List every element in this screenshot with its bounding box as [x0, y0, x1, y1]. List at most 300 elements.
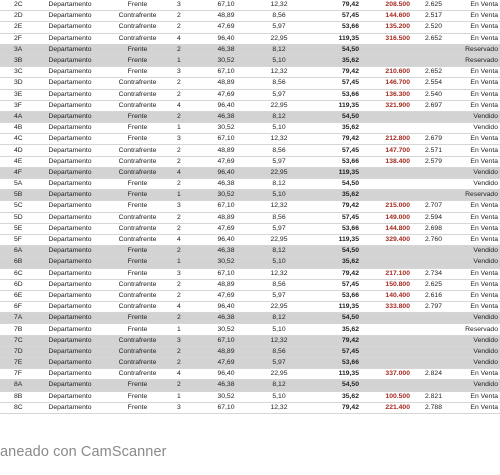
price-per-m2-cell: 2.616 [420, 290, 450, 301]
total-m2-cell: 53,66 [305, 22, 367, 33]
unit-code-cell: 8A [0, 380, 40, 391]
unit-type-cell: Departamento [40, 111, 100, 122]
covered-m2-cell: 48,89 [199, 346, 253, 357]
unit-code-cell: 4E [0, 156, 40, 167]
status-cell: En Venta [450, 234, 500, 245]
table-row [0, 346, 500, 357]
covered-m2-cell: 30,52 [199, 324, 253, 335]
price-cell: 138.400 [367, 156, 420, 167]
total-m2-cell: 79,42 [305, 0, 367, 11]
orientation-cell: Frente [100, 246, 175, 257]
price-per-m2-cell: 2.594 [420, 212, 450, 223]
orientation-cell: Frente [100, 134, 175, 145]
covered-m2-cell: 47,69 [199, 22, 253, 33]
table-row [0, 212, 500, 223]
covered-m2-cell: 67,10 [199, 67, 253, 78]
balcony-m2-cell: 5,97 [253, 358, 305, 369]
orientation-cell: Frente [100, 268, 175, 279]
unit-type-cell: Departamento [40, 234, 100, 245]
price-per-m2-cell [420, 44, 450, 55]
rooms-cell: 2 [175, 313, 199, 324]
total-m2-cell: 35,62 [305, 391, 367, 402]
unit-code-cell: 7B [0, 324, 40, 335]
table-row [0, 246, 500, 257]
price-per-m2-cell [420, 190, 450, 201]
rooms-cell: 3 [175, 402, 199, 413]
price-cell [367, 44, 420, 55]
table-row [0, 123, 500, 134]
rooms-cell: 3 [175, 268, 199, 279]
covered-m2-cell: 30,52 [199, 257, 253, 268]
covered-m2-cell: 48,89 [199, 11, 253, 22]
total-m2-cell: 119,35 [305, 33, 367, 44]
unit-type-cell: Departamento [40, 55, 100, 66]
orientation-cell: Contrafrente [100, 212, 175, 223]
covered-m2-cell: 30,52 [199, 123, 253, 134]
orientation-cell: Frente [100, 179, 175, 190]
total-m2-cell: 53,66 [305, 290, 367, 301]
unit-code-cell: 6C [0, 268, 40, 279]
unit-code-cell: 7F [0, 369, 40, 380]
total-m2-cell: 53,66 [305, 89, 367, 100]
table-row [0, 22, 500, 33]
total-m2-cell: 57,45 [305, 279, 367, 290]
price-per-m2-cell [420, 167, 450, 178]
price-per-m2-cell: 2.625 [420, 279, 450, 290]
covered-m2-cell: 96,40 [199, 100, 253, 111]
unit-type-cell: Departamento [40, 123, 100, 134]
status-cell: En Venta [450, 145, 500, 156]
orientation-cell: Contrafrente [100, 167, 175, 178]
price-per-m2-cell [420, 358, 450, 369]
price-per-m2-cell: 2.540 [420, 89, 450, 100]
balcony-m2-cell: 8,56 [253, 279, 305, 290]
table-row [0, 167, 500, 178]
unit-type-cell: Departamento [40, 279, 100, 290]
rooms-cell: 4 [175, 369, 199, 380]
table-row [0, 100, 500, 111]
orientation-cell: Frente [100, 55, 175, 66]
price-cell: 221.400 [367, 402, 420, 413]
rooms-cell: 3 [175, 134, 199, 145]
covered-m2-cell: 47,69 [199, 89, 253, 100]
orientation-cell: Contrafrente [100, 223, 175, 234]
status-cell: En Venta [450, 134, 500, 145]
status-cell: En Venta [450, 268, 500, 279]
covered-m2-cell: 46,38 [199, 179, 253, 190]
orientation-cell: Frente [100, 257, 175, 268]
table-row [0, 313, 500, 324]
rooms-cell: 2 [175, 279, 199, 290]
unit-type-cell: Departamento [40, 223, 100, 234]
rooms-cell: 2 [175, 290, 199, 301]
covered-m2-cell: 67,10 [199, 0, 253, 11]
rooms-cell: 2 [175, 78, 199, 89]
price-per-m2-cell: 2.554 [420, 78, 450, 89]
status-cell: Vendido [450, 313, 500, 324]
price-per-m2-cell [420, 55, 450, 66]
unit-code-cell: 2E [0, 22, 40, 33]
covered-m2-cell: 48,89 [199, 279, 253, 290]
unit-code-cell: 6F [0, 302, 40, 313]
table-row [0, 78, 500, 89]
price-per-m2-cell: 2.571 [420, 145, 450, 156]
covered-m2-cell: 96,40 [199, 369, 253, 380]
unit-code-cell: 2F [0, 33, 40, 44]
total-m2-cell: 53,66 [305, 223, 367, 234]
balcony-m2-cell: 8,12 [253, 246, 305, 257]
status-cell: En Venta [450, 369, 500, 380]
status-cell: Vendido [450, 123, 500, 134]
price-per-m2-cell [420, 246, 450, 257]
unit-code-cell: 3A [0, 44, 40, 55]
table-row [0, 302, 500, 313]
rooms-cell: 1 [175, 324, 199, 335]
rooms-cell: 4 [175, 302, 199, 313]
covered-m2-cell: 67,10 [199, 134, 253, 145]
status-cell: Vendido [450, 179, 500, 190]
unit-code-cell: 5B [0, 190, 40, 201]
total-m2-cell: 35,62 [305, 324, 367, 335]
price-cell: 321.900 [367, 100, 420, 111]
unit-type-cell: Departamento [40, 167, 100, 178]
orientation-cell: Frente [100, 324, 175, 335]
orientation-cell: Contrafrente [100, 33, 175, 44]
status-cell: En Venta [450, 279, 500, 290]
rooms-cell: 3 [175, 0, 199, 11]
rooms-cell: 4 [175, 33, 199, 44]
price-cell [367, 167, 420, 178]
unit-code-cell: 5E [0, 223, 40, 234]
balcony-m2-cell: 12,32 [253, 0, 305, 11]
balcony-m2-cell: 8,56 [253, 11, 305, 22]
table-row [0, 402, 500, 413]
unit-type-cell: Departamento [40, 190, 100, 201]
total-m2-cell: 119,35 [305, 302, 367, 313]
status-cell: En Venta [450, 100, 500, 111]
total-m2-cell: 119,35 [305, 167, 367, 178]
unit-code-cell: 8C [0, 402, 40, 413]
balcony-m2-cell: 8,12 [253, 380, 305, 391]
status-cell: Reservado [450, 324, 500, 335]
price-cell: 212.800 [367, 134, 420, 145]
balcony-m2-cell: 8,12 [253, 44, 305, 55]
status-cell: En Venta [450, 22, 500, 33]
price-per-m2-cell [420, 380, 450, 391]
rooms-cell: 2 [175, 22, 199, 33]
total-m2-cell: 79,42 [305, 201, 367, 212]
status-cell: En Venta [450, 156, 500, 167]
price-cell [367, 324, 420, 335]
unit-code-cell: 5D [0, 212, 40, 223]
balcony-m2-cell: 8,56 [253, 346, 305, 357]
total-m2-cell: 57,45 [305, 11, 367, 22]
unit-code-cell: 5C [0, 201, 40, 212]
rooms-cell: 1 [175, 55, 199, 66]
table-row [0, 179, 500, 190]
covered-m2-cell: 46,38 [199, 380, 253, 391]
rooms-cell: 2 [175, 156, 199, 167]
orientation-cell: Frente [100, 313, 175, 324]
unit-type-cell: Departamento [40, 156, 100, 167]
rooms-cell: 1 [175, 391, 199, 402]
unit-type-cell: Departamento [40, 179, 100, 190]
rooms-cell: 3 [175, 201, 199, 212]
price-per-m2-cell [420, 313, 450, 324]
unit-type-cell: Departamento [40, 78, 100, 89]
rooms-cell: 4 [175, 234, 199, 245]
status-cell: En Venta [450, 402, 500, 413]
rooms-cell: 2 [175, 145, 199, 156]
orientation-cell: Contrafrente [100, 369, 175, 380]
unit-type-cell: Departamento [40, 335, 100, 346]
covered-m2-cell: 30,52 [199, 190, 253, 201]
price-cell: 100.500 [367, 391, 420, 402]
unit-code-cell: 3D [0, 78, 40, 89]
price-cell [367, 111, 420, 122]
orientation-cell: Frente [100, 67, 175, 78]
status-cell: En Venta [450, 11, 500, 22]
unit-code-cell: 5A [0, 179, 40, 190]
price-cell [367, 246, 420, 257]
price-per-m2-cell [420, 123, 450, 134]
covered-m2-cell: 67,10 [199, 335, 253, 346]
total-m2-cell: 53,66 [305, 358, 367, 369]
unit-code-cell: 6B [0, 257, 40, 268]
balcony-m2-cell: 8,12 [253, 179, 305, 190]
unit-type-cell: Departamento [40, 391, 100, 402]
unit-code-cell: 7E [0, 358, 40, 369]
unit-type-cell: Departamento [40, 145, 100, 156]
orientation-cell: Frente [100, 391, 175, 402]
covered-m2-cell: 30,52 [199, 391, 253, 402]
table-row [0, 201, 500, 212]
covered-m2-cell: 48,89 [199, 212, 253, 223]
unit-type-cell: Departamento [40, 33, 100, 44]
rooms-cell: 2 [175, 179, 199, 190]
table-row [0, 11, 500, 22]
balcony-m2-cell: 12,32 [253, 134, 305, 145]
unit-code-cell: 4F [0, 167, 40, 178]
status-cell: En Venta [450, 391, 500, 402]
unit-type-cell: Departamento [40, 134, 100, 145]
price-cell: 210.600 [367, 67, 420, 78]
table-row [0, 44, 500, 55]
status-cell: En Venta [450, 290, 500, 301]
total-m2-cell: 79,42 [305, 335, 367, 346]
orientation-cell: Contrafrente [100, 11, 175, 22]
unit-type-cell: Departamento [40, 324, 100, 335]
table-row [0, 33, 500, 44]
covered-m2-cell: 48,89 [199, 78, 253, 89]
balcony-m2-cell: 5,97 [253, 89, 305, 100]
table-row [0, 234, 500, 245]
orientation-cell: Contrafrente [100, 346, 175, 357]
total-m2-cell: 57,45 [305, 78, 367, 89]
unit-type-cell: Departamento [40, 100, 100, 111]
price-cell [367, 123, 420, 134]
price-cell: 329.400 [367, 234, 420, 245]
unit-type-cell: Departamento [40, 201, 100, 212]
balcony-m2-cell: 8,56 [253, 145, 305, 156]
unit-code-cell: 3C [0, 67, 40, 78]
price-per-m2-cell: 2.652 [420, 33, 450, 44]
price-cell: 144.600 [367, 11, 420, 22]
unit-type-cell: Departamento [40, 67, 100, 78]
price-cell [367, 358, 420, 369]
orientation-cell: Contrafrente [100, 145, 175, 156]
unit-code-cell: 4C [0, 134, 40, 145]
orientation-cell: Frente [100, 380, 175, 391]
scan-footer [0, 438, 500, 475]
covered-m2-cell: 96,40 [199, 302, 253, 313]
orientation-cell: Contrafrente [100, 234, 175, 245]
price-per-m2-cell: 2.760 [420, 234, 450, 245]
status-cell: Vendido [450, 346, 500, 357]
balcony-m2-cell: 8,56 [253, 78, 305, 89]
total-m2-cell: 119,35 [305, 369, 367, 380]
orientation-cell: Frente [100, 111, 175, 122]
price-cell [367, 380, 420, 391]
rooms-cell: 2 [175, 11, 199, 22]
status-cell: En Venta [450, 201, 500, 212]
balcony-m2-cell: 22,95 [253, 167, 305, 178]
unit-code-cell: 2C [0, 0, 40, 11]
balcony-m2-cell: 12,32 [253, 268, 305, 279]
unit-code-cell: 6E [0, 290, 40, 301]
unit-type-cell: Departamento [40, 302, 100, 313]
price-cell: 316.500 [367, 33, 420, 44]
unit-code-cell: 8B [0, 391, 40, 402]
total-m2-cell: 54,50 [305, 246, 367, 257]
covered-m2-cell: 47,69 [199, 290, 253, 301]
status-cell: Vendido [450, 167, 500, 178]
orientation-cell: Contrafrente [100, 78, 175, 89]
table-row [0, 89, 500, 100]
total-m2-cell: 35,62 [305, 190, 367, 201]
price-cell: 135.200 [367, 22, 420, 33]
total-m2-cell: 119,35 [305, 234, 367, 245]
rooms-cell: 3 [175, 335, 199, 346]
unit-code-cell: 5F [0, 234, 40, 245]
price-cell: 217.100 [367, 268, 420, 279]
unit-type-cell: Departamento [40, 402, 100, 413]
balcony-m2-cell: 5,97 [253, 290, 305, 301]
price-per-m2-cell: 2.652 [420, 67, 450, 78]
rooms-cell: 1 [175, 257, 199, 268]
balcony-m2-cell: 5,10 [253, 391, 305, 402]
balcony-m2-cell: 22,95 [253, 234, 305, 245]
price-per-m2-cell: 2.579 [420, 156, 450, 167]
balcony-m2-cell: 12,32 [253, 402, 305, 413]
price-cell: 140.400 [367, 290, 420, 301]
unit-code-cell: 7A [0, 313, 40, 324]
status-cell: En Venta [450, 302, 500, 313]
orientation-cell: Contrafrente [100, 156, 175, 167]
balcony-m2-cell: 12,32 [253, 335, 305, 346]
table-row [0, 134, 500, 145]
status-cell: En Venta [450, 67, 500, 78]
total-m2-cell: 57,45 [305, 346, 367, 357]
table-row [0, 335, 500, 346]
price-cell: 337.000 [367, 369, 420, 380]
balcony-m2-cell: 12,32 [253, 201, 305, 212]
balcony-m2-cell: 8,12 [253, 313, 305, 324]
table-row [0, 391, 500, 402]
balcony-m2-cell: 22,95 [253, 33, 305, 44]
orientation-cell: Contrafrente [100, 100, 175, 111]
balcony-m2-cell: 12,32 [253, 67, 305, 78]
balcony-m2-cell: 5,97 [253, 223, 305, 234]
covered-m2-cell: 46,38 [199, 111, 253, 122]
rooms-cell: 2 [175, 44, 199, 55]
balcony-m2-cell: 5,10 [253, 190, 305, 201]
balcony-m2-cell: 22,95 [253, 100, 305, 111]
unit-code-cell: 4B [0, 123, 40, 134]
orientation-cell: Frente [100, 0, 175, 11]
covered-m2-cell: 30,52 [199, 55, 253, 66]
price-per-m2-cell: 2.734 [420, 268, 450, 279]
status-cell: Vendido [450, 246, 500, 257]
unit-code-cell: 3B [0, 55, 40, 66]
balcony-m2-cell: 22,95 [253, 302, 305, 313]
rooms-cell: 2 [175, 212, 199, 223]
price-cell: 208.500 [367, 0, 420, 11]
rooms-cell: 4 [175, 167, 199, 178]
table-row [0, 279, 500, 290]
table-row [0, 358, 500, 369]
rooms-cell: 2 [175, 380, 199, 391]
status-cell: Reservado [450, 55, 500, 66]
covered-m2-cell: 46,38 [199, 44, 253, 55]
rooms-cell: 2 [175, 246, 199, 257]
balcony-m2-cell: 5,10 [253, 257, 305, 268]
price-cell: 147.700 [367, 145, 420, 156]
total-m2-cell: 54,50 [305, 380, 367, 391]
price-cell [367, 335, 420, 346]
unit-type-cell: Departamento [40, 290, 100, 301]
orientation-cell: Frente [100, 44, 175, 55]
price-cell: 146.700 [367, 78, 420, 89]
unit-code-cell: 3E [0, 89, 40, 100]
price-per-m2-cell [420, 179, 450, 190]
price-cell [367, 257, 420, 268]
price-per-m2-cell: 2.679 [420, 134, 450, 145]
status-cell: En Venta [450, 89, 500, 100]
total-m2-cell: 54,50 [305, 44, 367, 55]
price-cell [367, 346, 420, 357]
total-m2-cell: 35,62 [305, 123, 367, 134]
unit-code-cell: 7D [0, 346, 40, 357]
balcony-m2-cell: 5,97 [253, 22, 305, 33]
total-m2-cell: 57,45 [305, 145, 367, 156]
unit-type-cell: Departamento [40, 257, 100, 268]
price-cell: 150.800 [367, 279, 420, 290]
covered-m2-cell: 46,38 [199, 246, 253, 257]
unit-type-cell: Departamento [40, 313, 100, 324]
status-cell: Vendido [450, 380, 500, 391]
orientation-cell: Contrafrente [100, 290, 175, 301]
orientation-cell: Contrafrente [100, 302, 175, 313]
balcony-m2-cell: 5,97 [253, 156, 305, 167]
status-cell: Vendido [450, 111, 500, 122]
status-cell: Reservado [450, 190, 500, 201]
price-per-m2-cell [420, 257, 450, 268]
covered-m2-cell: 47,69 [199, 358, 253, 369]
status-cell: En Venta [450, 33, 500, 44]
total-m2-cell: 57,45 [305, 212, 367, 223]
price-cell: 333.800 [367, 302, 420, 313]
